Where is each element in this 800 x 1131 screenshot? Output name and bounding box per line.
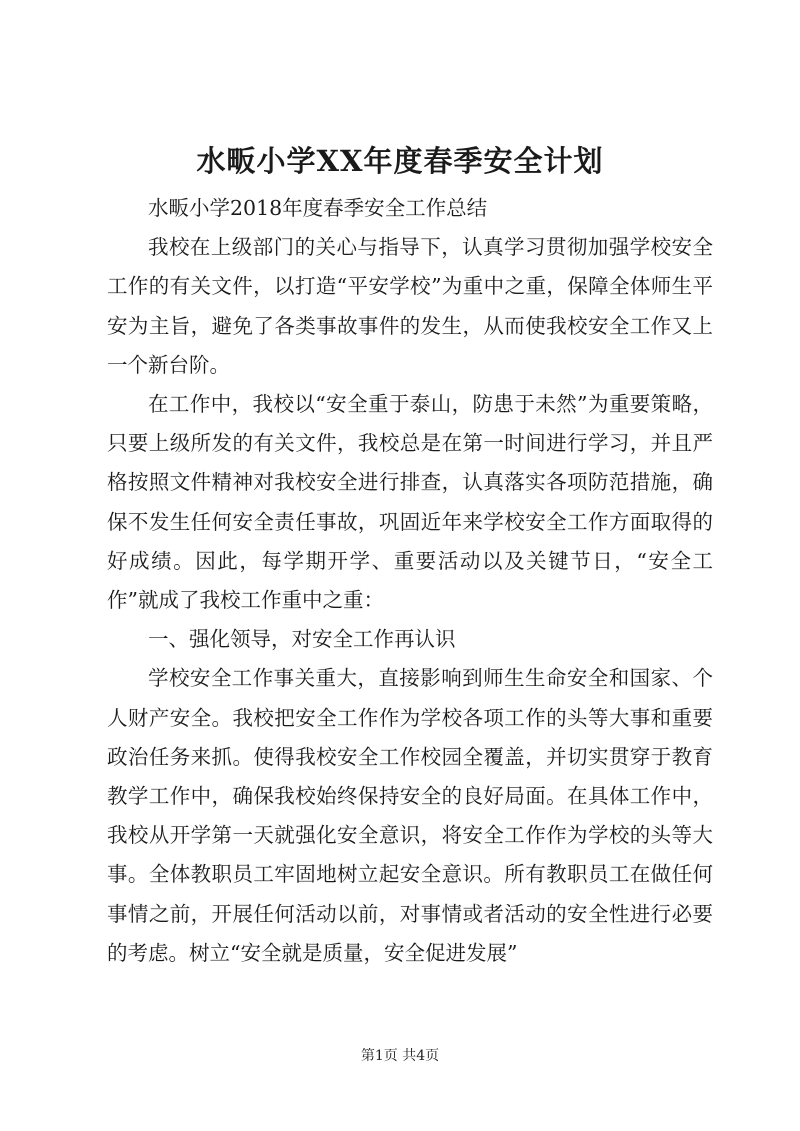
document-body bbox=[107, 189, 713, 973]
section-heading: 一、强化领导，对安全工作再认识 bbox=[148, 627, 456, 652]
page-footer: 第1页 共4页 bbox=[360, 1048, 440, 1064]
body-paragraph: 在工作中，我校以“安全重于泰山，防患于未然”为重要策略，只要上级所发的有关文件，我校总是在第一时间进行学习，并且严格按照文件精神对我校安全进行排查，认真落实各项防范措施，确保不发生任何安全责任事故，巩固近年来学校安全工作方面取得的好成绩。因此，每学期开学、重要活动以及关键节日，“安全工作”就成了我校工作重中之重： bbox=[107, 392, 713, 613]
subtitle-paragraph: 水畈小学2018年度春季安全工作总结 bbox=[148, 196, 488, 220]
document-title: 水畈小学XX年度春季安全计划 bbox=[196, 144, 604, 178]
body-paragraph: 学校安全工作事关重大，直接影响到师生生命安全和国家、个人财产安全。我校把安全工作作为学校各项工作的头等大事和重要政治任务来抓。使得我校安全工作校园全覆盖，并切实贯穿于教育教学工作中，确保我校始终保持安全的良好局面。在具体工作中，我校从开学第一天就强化安全意识，将安全工作作为学校的头等大事。全体教职员工牢固地树立起安全意识。所有教职员工在做任何事情之前，开展任何活动以前，对事情或者活动的安全性进行必要的考虑。树立“安全就是质量，安全促进发展” bbox=[107, 666, 713, 965]
body-paragraph: 我校在上级部门的关心与指导下，认真学习贯彻加强学校安全工作的有关文件，以打造“平安学校”为重中之重，保障全体师生平安为主旨，避免了各类事故事件的发生，从而使我校安全工作又上一个新台阶。 bbox=[107, 235, 713, 377]
